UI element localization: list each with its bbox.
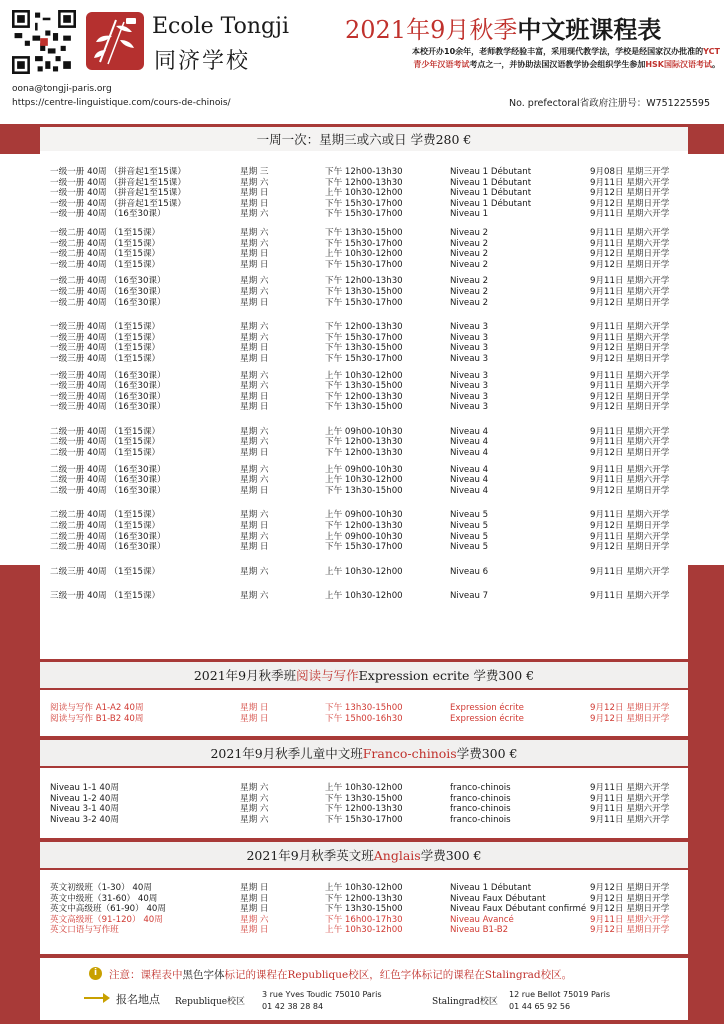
- weekday: 星期 六: [240, 177, 269, 188]
- start-date: 9月11日 星期六开学: [590, 426, 670, 437]
- level: Niveau 4: [450, 464, 489, 475]
- time-slot: 上午 09h00-10h30: [325, 510, 403, 521]
- weekday: 星期 日: [240, 448, 269, 459]
- qr-code-icon: [12, 10, 76, 74]
- time-slot: 上午 10h30-12h00: [325, 370, 403, 381]
- course-name: 一级一册 40周 （拼音起1至15课）: [50, 198, 186, 209]
- time-slot: 下午 13h30-15h00: [325, 402, 403, 413]
- weekday: 星期 日: [240, 713, 269, 724]
- course-name: 一级三册 40周 （1至15课）: [50, 353, 161, 364]
- level: Niveau 3: [450, 353, 489, 364]
- course-name: 二级二册 40周 （16至30课）: [50, 531, 166, 542]
- weekday: 星期 六: [240, 426, 269, 437]
- start-date: 9月12日 星期日开学: [590, 402, 670, 413]
- address-stalingrad-phone: 01 44 65 92 56: [509, 1002, 571, 1011]
- time-slot: 下午 12h00-13h30: [325, 448, 403, 459]
- level: franco-chinois: [450, 793, 511, 804]
- time-slot: 上午 10h30-12h00: [325, 188, 403, 199]
- intro-hsk: HSK国际汉语考试: [645, 60, 712, 69]
- start-date: 9月11日 星期六开学: [590, 566, 670, 577]
- start-date: 9月11日 星期六开学: [590, 209, 670, 220]
- time-slot: 下午 13h30-15h00: [325, 343, 403, 354]
- level: Niveau Avancé: [450, 914, 514, 925]
- weekday: 星期 六: [240, 914, 269, 925]
- start-date: 9月12日 星期日开学: [590, 353, 670, 364]
- address-republique: [262, 989, 381, 1013]
- weekday: 星期 六: [240, 227, 269, 238]
- course-name: 三级一册 40周 （1至15课）: [50, 591, 161, 602]
- course-name: 英文中高级班（61-90） 40周: [50, 904, 166, 915]
- note-part2: 标记的课程在Republique校区，红色字体标记的课程在Stalingrad校区。: [224, 969, 573, 981]
- level: franco-chinois: [450, 814, 511, 825]
- start-date: 9月11日 星期六开学: [590, 227, 670, 238]
- course-name: 一级三册 40周 （1至15课）: [50, 322, 161, 333]
- time-slot: 下午 12h00-13h30: [325, 322, 403, 333]
- start-date: 9月11日 星期六开学: [590, 804, 670, 815]
- time-slot: 下午 12h00-13h30: [325, 804, 403, 815]
- note-black: 黑色字体: [182, 969, 225, 981]
- course-name: 一级三册 40周 （1至15课）: [50, 332, 161, 343]
- course-name: 一级二册 40周 （16至30课）: [50, 297, 166, 308]
- address-republique-phone: 01 42 38 28 84: [262, 1002, 324, 1011]
- weekday: 星期 日: [240, 893, 269, 904]
- level: Niveau 3: [450, 322, 489, 333]
- arrow-right-icon: [84, 997, 108, 999]
- time-slot: 上午 10h30-12h00: [325, 475, 403, 486]
- start-date: 9月11日 星期六开学: [590, 322, 670, 333]
- level: Niveau 6: [450, 566, 489, 577]
- title-red: 2021年9月秋季: [345, 16, 518, 44]
- writing-title-b: Expression ecrite 学费300 €: [358, 668, 535, 683]
- level: Niveau 1 Débutant: [450, 883, 532, 893]
- time-slot: 下午 12h00-13h30: [325, 521, 403, 532]
- time-slot: 上午 10h30-12h00: [325, 566, 403, 577]
- time-slot: 上午 09h00-10h30: [325, 426, 403, 437]
- weekday: 星期 六: [240, 591, 269, 602]
- weekday: 星期 日: [240, 249, 269, 260]
- time-slot: 上午 10h30-12h00: [325, 883, 403, 893]
- start-date: 9月12日 星期日开学: [590, 893, 670, 904]
- level: Expression écrite: [450, 713, 524, 724]
- logo-name-zh: 同济学校: [154, 49, 251, 74]
- time-slot: 下午 15h00-16h30: [325, 713, 403, 724]
- weekday: 星期 六: [240, 464, 269, 475]
- course-name: 一级二册 40周 （1至15课）: [50, 249, 161, 260]
- course-name: Niveau 3-1 40周: [50, 804, 119, 815]
- course-name: 一级二册 40周 （1至15课）: [50, 259, 161, 270]
- course-name: 二级一册 40周 （16至30课）: [50, 464, 166, 475]
- address-stalingrad: [509, 989, 610, 1013]
- time-slot: 上午 10h30-12h00: [325, 249, 403, 260]
- course-name: 一级一册 40周 （拼音起1至15课）: [50, 167, 186, 177]
- level: Niveau 2: [450, 238, 489, 249]
- course-name: 英文高级班（91-120） 40周: [50, 914, 163, 925]
- course-name: 一级三册 40周 （1至15课）: [50, 343, 161, 354]
- level: Niveau 5: [450, 542, 489, 553]
- level: Niveau 3: [450, 391, 489, 402]
- english-title-red: Anglais: [373, 847, 421, 863]
- time-slot: 下午 13h30-15h00: [325, 227, 403, 238]
- time-slot: 下午 13h30-15h00: [325, 703, 403, 713]
- start-date: 9月11日 星期六开学: [590, 475, 670, 486]
- address-republique-street: 3 rue Yves Toudic 75010 Paris: [262, 990, 382, 999]
- info-icon: i: [89, 967, 102, 980]
- time-slot: 上午 10h30-12h00: [325, 925, 403, 936]
- time-slot: 下午 15h30-17h00: [325, 332, 403, 343]
- weekday: 星期 日: [240, 391, 269, 402]
- start-date: 9月11日 星期六开学: [590, 276, 670, 287]
- kids-title-b: 学费300 €: [456, 746, 518, 761]
- time-slot: 下午 12h00-13h30: [325, 893, 403, 904]
- time-slot: 上午 09h00-10h30: [325, 464, 403, 475]
- level: Niveau 5: [450, 510, 489, 521]
- level: Niveau B1-B2: [450, 925, 509, 936]
- time-slot: 下午 16h00-17h30: [325, 914, 403, 925]
- start-date: 9月12日 星期日开学: [590, 198, 670, 209]
- time-slot: 下午 12h00-13h30: [325, 437, 403, 448]
- level: Niveau 2: [450, 286, 489, 297]
- start-date: 9月12日 星期日开学: [590, 883, 670, 893]
- level: Niveau 3: [450, 402, 489, 413]
- start-date: 9月11日 星期六开学: [590, 914, 670, 925]
- writing-title-a: 2021年9月秋季班: [193, 668, 297, 683]
- course-name: 一级二册 40周 （1至15课）: [50, 238, 161, 249]
- weekday: 星期 三: [240, 167, 269, 177]
- start-date: 9月12日 星期日开学: [590, 703, 670, 713]
- weekday: 星期 日: [240, 402, 269, 413]
- weekday: 星期 六: [240, 381, 269, 392]
- start-date: 9月11日 星期六开学: [590, 510, 670, 521]
- course-name: Niveau 3-2 40周: [50, 814, 119, 825]
- weekday: 星期 日: [240, 198, 269, 209]
- start-date: 9月11日 星期六开学: [590, 437, 670, 448]
- start-date: 9月08日 星期三开学: [590, 167, 670, 177]
- time-slot: 下午 15h30-17h00: [325, 259, 403, 270]
- intro-text: [340, 45, 720, 71]
- time-slot: 下午 15h30-17h00: [325, 297, 403, 308]
- title-black: 中文班课程表: [517, 15, 662, 44]
- start-date: 9月12日 星期日开学: [590, 297, 670, 308]
- start-date: 9月12日 星期日开学: [590, 925, 670, 936]
- level: Niveau 4: [450, 437, 489, 448]
- weekday: 星期 六: [240, 804, 269, 815]
- weekday: 星期 六: [240, 510, 269, 521]
- course-name: 一级二册 40周 （16至30课）: [50, 286, 166, 297]
- weekday: 星期 日: [240, 485, 269, 496]
- start-date: 9月12日 星期日开学: [590, 713, 670, 724]
- course-name: 二级二册 40周 （16至30课）: [50, 542, 166, 553]
- course-name: 二级一册 40周 （1至15课）: [50, 426, 161, 437]
- start-date: 9月11日 星期六开学: [590, 177, 670, 188]
- start-date: 9月11日 星期六开学: [590, 332, 670, 343]
- time-slot: 下午 15h30-17h00: [325, 353, 403, 364]
- weekday: 星期 六: [240, 437, 269, 448]
- level: Niveau 1 Débutant: [450, 167, 532, 177]
- time-slot: 下午 15h30-17h00: [325, 198, 403, 209]
- level: Niveau 4: [450, 448, 489, 459]
- start-date: 9月11日 星期六开学: [590, 464, 670, 475]
- course-name: 一级一册 40周 （拼音起1至15课）: [50, 177, 186, 188]
- start-date: 9月11日 星期六开学: [590, 793, 670, 804]
- weekday: 星期 六: [240, 783, 269, 793]
- contact-info: [12, 82, 231, 110]
- bamboo-logo-icon: [86, 12, 144, 70]
- weekday: 星期 六: [240, 370, 269, 381]
- writing-title-red: 阅读与写作: [296, 668, 359, 683]
- course-name: 一级一册 40周 （拼音起1至15课）: [50, 188, 186, 199]
- weekday: 星期 六: [240, 209, 269, 220]
- start-date: 9月11日 星期六开学: [590, 381, 670, 392]
- time-slot: 下午 12h00-13h30: [325, 167, 403, 177]
- time-slot: 下午 15h30-17h00: [325, 209, 403, 220]
- email-link[interactable]: oona@tongji-paris.org: [12, 84, 112, 94]
- weekday: 星期 六: [240, 238, 269, 249]
- time-slot: 上午 10h30-12h00: [325, 783, 403, 793]
- kids-section-title: [40, 740, 688, 766]
- kids-title-red: Franco-chinois: [362, 745, 457, 761]
- level: Niveau 3: [450, 381, 489, 392]
- course-name: 二级三册 40周 （1至15课）: [50, 566, 161, 577]
- start-date: 9月11日 星期六开学: [590, 783, 670, 793]
- course-name: Niveau 1-1 40周: [50, 783, 119, 793]
- course-name: 二级一册 40周 （1至15课）: [50, 448, 161, 459]
- time-slot: 下午 12h00-13h30: [325, 391, 403, 402]
- course-name: 二级二册 40周 （1至15课）: [50, 510, 161, 521]
- start-date: 9月12日 星期日开学: [590, 188, 670, 199]
- register-label: 报名地点: [116, 993, 160, 1006]
- page-title: [345, 10, 661, 45]
- course-name: 阅读与写作 A1-A2 40周: [50, 703, 144, 713]
- level: Niveau 3: [450, 370, 489, 381]
- weekday: 星期 六: [240, 286, 269, 297]
- start-date: 9月12日 星期日开学: [590, 249, 670, 260]
- english-section-title: [40, 842, 688, 868]
- time-slot: 下午 13h30-15h00: [325, 286, 403, 297]
- start-date: 9月11日 星期六开学: [590, 238, 670, 249]
- prefecture-number: No. prefectoral省政府注册号：W751225595: [509, 98, 710, 109]
- level: franco-chinois: [450, 804, 511, 815]
- start-date: 9月12日 星期日开学: [590, 448, 670, 459]
- start-date: 9月11日 星期六开学: [590, 591, 670, 602]
- course-name: 二级一册 40周 （1至15课）: [50, 437, 161, 448]
- level: Niveau 3: [450, 332, 489, 343]
- course-name: 一级二册 40周 （1至15课）: [50, 227, 161, 238]
- level: franco-chinois: [450, 783, 511, 793]
- level: Niveau 5: [450, 521, 489, 532]
- weekday: 星期 日: [240, 343, 269, 354]
- time-slot: 下午 15h30-17h00: [325, 238, 403, 249]
- start-date: 9月11日 星期六开学: [590, 286, 670, 297]
- level: Niveau 4: [450, 426, 489, 437]
- writing-section-title: [40, 662, 688, 688]
- level: Expression écrite: [450, 703, 524, 713]
- start-date: 9月12日 星期日开学: [590, 343, 670, 354]
- campus-stalingrad: Stalingrad校区: [432, 997, 498, 1007]
- course-name: 一级一册 40周 （16至30课）: [50, 209, 166, 220]
- weekday: 星期 日: [240, 703, 269, 713]
- weekday: 星期 六: [240, 531, 269, 542]
- course-name: 一级二册 40周 （16至30课）: [50, 276, 166, 287]
- address-stalingrad-street: 12 rue Bellot 75019 Paris: [509, 990, 611, 999]
- level: Niveau 2: [450, 249, 489, 260]
- weekday: 星期 六: [240, 322, 269, 333]
- course-name: 二级一册 40周 （16至30课）: [50, 475, 166, 486]
- logo-name-fr: Ecole Tongji: [152, 14, 289, 39]
- time-slot: 下午 13h30-15h00: [325, 485, 403, 496]
- time-slot: 上午 09h00-10h30: [325, 531, 403, 542]
- start-date: 9月11日 星期六开学: [590, 370, 670, 381]
- start-date: 9月12日 星期日开学: [590, 904, 670, 915]
- english-title-b: 学费300 €: [420, 848, 482, 863]
- course-name: 一级三册 40周 （16至30课）: [50, 370, 166, 381]
- campus-republique: Republique校区: [175, 997, 246, 1007]
- intro-yct-zh: 青少年汉语考试: [413, 60, 470, 69]
- intro-line1: 本校开办10余年，老师教学经验丰富，采用现代教学法，学校是经国家汉办批准的: [412, 47, 704, 56]
- level: Niveau 1: [450, 209, 489, 220]
- campus-note: [109, 967, 572, 982]
- weekday: 星期 六: [240, 566, 269, 577]
- level: Niveau 1 Débutant: [450, 188, 532, 199]
- course-name: 英文初级班（1-30） 40周: [50, 883, 152, 893]
- weekday: 星期 六: [240, 814, 269, 825]
- intro-line2: 考点之一，并协助法国汉语教学协会组织学生参加: [469, 60, 646, 69]
- start-date: 9月12日 星期日开学: [590, 391, 670, 402]
- course-name: 英文口语与写作班: [50, 925, 119, 936]
- weekday: 星期 六: [240, 793, 269, 804]
- weekday: 星期 日: [240, 353, 269, 364]
- time-slot: 下午 13h30-15h00: [325, 793, 403, 804]
- level: Niveau 2: [450, 259, 489, 270]
- level: Niveau Faux Débutant confirmé: [450, 904, 587, 915]
- course-name: 英文中级班（31-60） 40周: [50, 893, 158, 904]
- level: Niveau 4: [450, 485, 489, 496]
- level: Niveau 3: [450, 343, 489, 354]
- time-slot: 下午 15h30-17h00: [325, 542, 403, 553]
- time-slot: 下午 12h00-13h30: [325, 276, 403, 287]
- course-name: 二级一册 40周 （16至30课）: [50, 485, 166, 496]
- intro-end: 。: [712, 60, 720, 69]
- level: Niveau 7: [450, 591, 489, 602]
- time-slot: 下午 13h30-15h00: [325, 381, 403, 392]
- weekday: 星期 日: [240, 188, 269, 199]
- weekday: 星期 日: [240, 521, 269, 532]
- course-name: 一级三册 40周 （16至30课）: [50, 381, 166, 392]
- level: Niveau 4: [450, 475, 489, 486]
- time-slot: 下午 13h30-15h00: [325, 904, 403, 915]
- weekday: 星期 六: [240, 475, 269, 486]
- english-title-a: 2021年9月秋季英文班: [246, 848, 374, 863]
- weekday: 星期 日: [240, 542, 269, 553]
- header: [0, 0, 724, 120]
- course-name: Niveau 1-2 40周: [50, 793, 119, 804]
- website-link[interactable]: https://centre-linguistique.com/cours-de-chinois/: [12, 98, 231, 108]
- level: Niveau 2: [450, 276, 489, 287]
- course-name: 阅读与写作 B1-B2 40周: [50, 713, 144, 724]
- course-name: 一级三册 40周 （16至30课）: [50, 402, 166, 413]
- start-date: 9月11日 星期六开学: [590, 531, 670, 542]
- weekday: 星期 六: [240, 332, 269, 343]
- start-date: 9月11日 星期六开学: [590, 814, 670, 825]
- start-date: 9月12日 星期日开学: [590, 542, 670, 553]
- start-date: 9月12日 星期日开学: [590, 485, 670, 496]
- level: Niveau 1 Débutant: [450, 198, 532, 209]
- course-name: 一级三册 40周 （16至30课）: [50, 391, 166, 402]
- time-slot: 下午 12h00-13h30: [325, 177, 403, 188]
- level: Niveau Faux Débutant: [450, 893, 546, 904]
- start-date: 9月12日 星期日开学: [590, 521, 670, 532]
- note-part1: 注意：课程表中: [109, 969, 183, 981]
- weekday: 星期 日: [240, 259, 269, 270]
- weekday: 星期 日: [240, 925, 269, 936]
- weekly-section-title: 一周一次：星期三或六或日 学费280 €: [40, 127, 688, 151]
- start-date: 9月12日 星期日开学: [590, 259, 670, 270]
- course-name: 二级二册 40周 （1至15课）: [50, 521, 161, 532]
- time-slot: 上午 10h30-12h00: [325, 591, 403, 602]
- weekday: 星期 六: [240, 276, 269, 287]
- intro-yct: YCT: [703, 47, 720, 56]
- weekday: 星期 日: [240, 904, 269, 915]
- kids-title-a: 2021年9月秋季儿童中文班: [210, 746, 363, 761]
- level: Niveau 2: [450, 297, 489, 308]
- level: Niveau 5: [450, 531, 489, 542]
- level: Niveau 1 Débutant: [450, 177, 532, 188]
- weekday: 星期 日: [240, 883, 269, 893]
- time-slot: 下午 15h30-17h00: [325, 814, 403, 825]
- level: Niveau 2: [450, 227, 489, 238]
- weekday: 星期 日: [240, 297, 269, 308]
